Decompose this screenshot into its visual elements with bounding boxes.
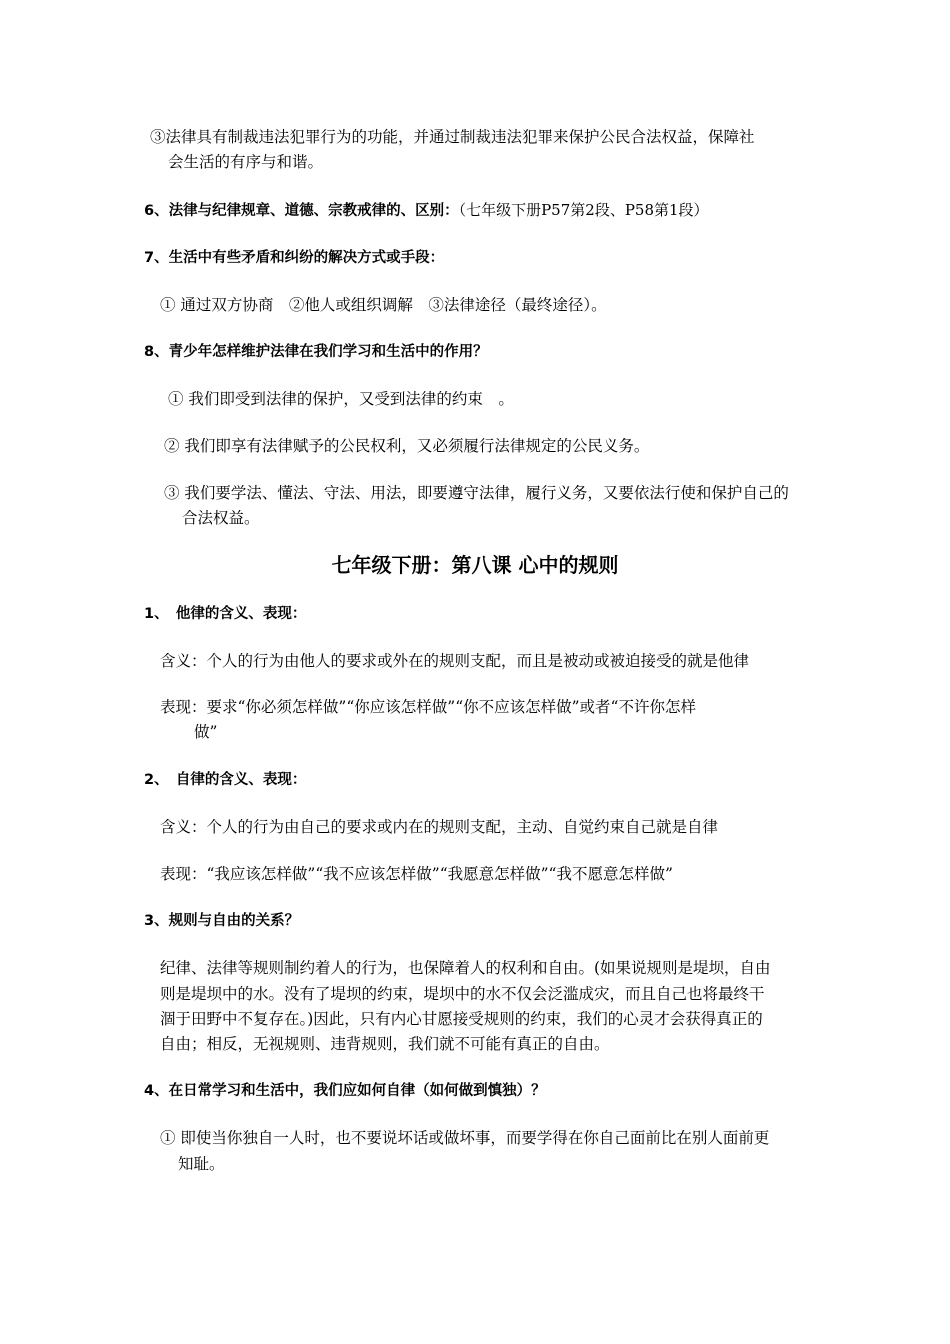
autonomy-meaning: 含义：个人的行为由自己的要求或内在的规则支配，主动、自觉约束自己就是自律	[160, 818, 719, 836]
lesson-title: 七年级下册：第八课 心中的规则	[331, 553, 619, 577]
law-function-item-3-line-1: ③法律具有制裁违法犯罪行为的功能，并通过制裁违法犯罪来保护公民合法权益，保障社	[150, 128, 755, 146]
heteronomy-manifestation-line-1: 表现：要求“你必须怎样做”“你应该怎样做”“你不应该怎样做”或者“不许你怎样	[160, 698, 696, 716]
lesson-question-1-heading: 1、 他律的含义、表现：	[144, 606, 307, 622]
lesson-question-4-heading: 4、在日常学习和生活中，我们应如何自律（如何做到慎独）？	[144, 1083, 546, 1099]
rules-freedom-paragraph-line-1: 纪律、法律等规则制约着人的行为，也保障着人的权利和自由。(如果说规则是堤坝，自由	[160, 959, 771, 977]
self-discipline-item-1-line-2: 知耻。	[178, 1155, 225, 1173]
question-8-heading: 8、青少年怎样维护法律在我们学习和生活中的作用？	[144, 344, 488, 360]
rules-freedom-paragraph-line-2: 则是堤坝中的水。没有了堤坝的约束，堤坝中的水不仅会泛滥成灾，而且自己也将最终干	[160, 985, 765, 1003]
law-function-item-3-line-2: 会生活的有序与和谐。	[168, 153, 324, 171]
question-7-heading: 7、生活中有些矛盾和纠纷的解决方式或手段：	[144, 250, 445, 266]
question-6-page-reference: （七年级下册P57第2段、P58第1段）	[458, 201, 709, 219]
question-6-heading-text: 6、法律与纪律规章、道德、宗教戒律的、区别：	[144, 203, 459, 219]
lesson-question-2-heading: 2、 自律的含义、表现：	[144, 772, 307, 788]
rules-freedom-paragraph-line-4: 自由；相反，无视规则、违背规则，我们就不可能有真正的自由。	[160, 1035, 610, 1053]
question-8-item-1: ① 我们即受到法律的保护，又受到法律的约束 。	[168, 390, 514, 408]
lesson-question-3-heading: 3、规则与自由的关系？	[144, 913, 300, 929]
question-8-item-3-line-2: 合法权益。	[182, 509, 260, 527]
autonomy-manifestation: 表现：“我应该怎样做”“我不应该怎样做”“我愿意怎样做”“我不愿意怎样做”	[160, 865, 673, 883]
question-7-answer: ① 通过双方协商 ②他人或组织调解 ③法律途径（最终途径）。	[160, 296, 607, 314]
heteronomy-manifestation-line-2: 做”	[194, 723, 218, 741]
self-discipline-item-1-line-1: ① 即使当你独自一人时，也不要说坏话或做坏事，而要学得在你自己面前比在别人面前更	[160, 1129, 770, 1147]
question-8-item-3-line-1: ③ 我们要学法、懂法、守法、用法，即要遵守法律，履行义务，又要依法行使和保护自己的	[164, 484, 789, 502]
heteronomy-meaning: 含义：个人的行为由他人的要求或外在的规则支配，而且是被动或被迫接受的就是他律	[160, 652, 750, 670]
question-8-item-2: ② 我们即享有法律赋予的公民权利，又必须履行法律规定的公民义务。	[164, 437, 650, 455]
rules-freedom-paragraph-line-3: 涸于田野中不复存在。)因此，只有内心甘愿接受规则的约束，我们的心灵才会获得真正的	[160, 1010, 763, 1028]
question-6-heading	[144, 200, 709, 221]
